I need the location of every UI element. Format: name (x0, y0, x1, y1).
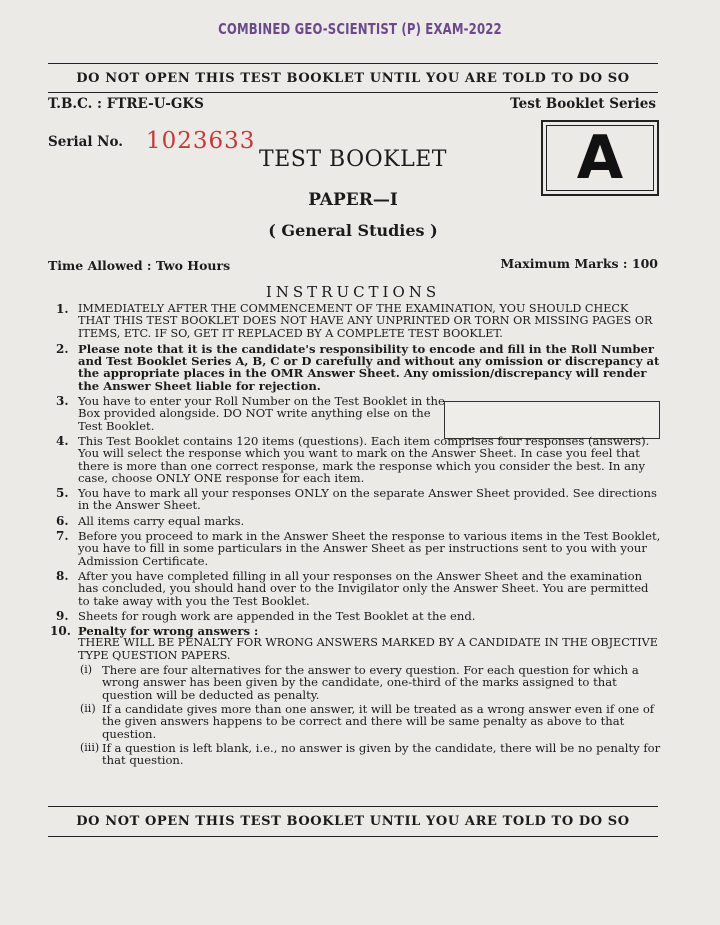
top-rule-lower (48, 92, 658, 93)
instruction-item (48, 530, 662, 567)
instruction-item (48, 570, 662, 607)
bottom-rule (48, 806, 658, 807)
item-text: Sheets for rough work are appended in the Test Booklet at the end. (78, 608, 476, 623)
instructions-heading: INSTRUCTIONS (265, 283, 441, 301)
item-number: 9. (56, 608, 69, 623)
series-label: Test Booklet Series (510, 96, 656, 112)
series-letter: A (576, 123, 624, 193)
top-warning: DO NOT OPEN THIS TEST BOOKLET UNTIL YOU ARE TOLD TO DO SO (76, 71, 630, 86)
top-rule (48, 63, 658, 64)
item-text: You have to mark all your responses ONLY on the separate Answer Sheet provided. See directions in the Answer Sheet. (78, 486, 657, 513)
item-number: 1. (56, 302, 69, 316)
instruction-item (48, 303, 662, 340)
time-allowed: Time Allowed : Two Hours (48, 258, 231, 273)
penalty-caps: THERE WILL BE PENALTY FOR WRONG ANSWERS MARKED BY A CANDIDATE IN THE OBJECTIVE TYPE QUESTION PAPERS. (78, 636, 658, 662)
item-number: 10. (50, 624, 71, 639)
maximum-marks: Maximum Marks : 100 (500, 256, 658, 271)
penalty-title: Penalty for wrong answers : (78, 624, 259, 639)
instruction-item (48, 610, 662, 622)
subitem-number: (ii) (80, 701, 96, 715)
subject-title: ( General Studies ) (268, 221, 438, 240)
item-text: IMMEDIATELY AFTER THE COMMENCEMENT OF THE EXAMINATION, YOU SHOULD CHECK THAT THIS TEST BOOKLET DOES NOT HAVE ANY UNPRINTED OR TORN OR MISSING PAGES OR ITEMS, ETC. IF SO, GET IT REPLACED BY A COMPLETE TEST BOOKLET. (78, 302, 653, 340)
exam-stamp: COMBINED GEO-SCIENTIST (P) EXAM-2022 (218, 20, 502, 38)
instruction-item (48, 343, 662, 392)
instruction-item (48, 487, 662, 512)
instruction-item (48, 395, 448, 432)
item-number: 3. (56, 394, 69, 409)
serial-number: 1023633 (146, 128, 256, 154)
item-text: All items carry equal marks. (78, 513, 245, 528)
item-text: You have to enter your Roll Number on the Test Booklet in the Box provided alongside. DO NOT write anything else on the Test Booklet. (78, 394, 445, 433)
penalty-subitem (78, 664, 662, 701)
tbc-code: T.B.C. : FTRE-U-GKS (48, 96, 204, 112)
subitem-number: (iii) (80, 740, 100, 754)
bottom-rule-lower (48, 836, 658, 837)
item-text: Please note that it is the candidate's responsibility to encode and fill in the Roll Number and Test Booklet Series A, B, C or D carefully and without any omission or discrepancy at the appropriate places in the OMR Answer Sheet. Any omission/discrepancy will render the Answer Sheet liable for rejection. (78, 341, 660, 393)
instruction-item (48, 515, 662, 527)
item-text: Before you proceed to mark in the Answer Sheet the response to various items in the Test Booklet, you have to fill in some particulars in the Answer Sheet as per instructions sent to you with your Admission Certificate. (78, 529, 661, 568)
subitem-number: (i) (80, 663, 93, 677)
subitem-text: If a candidate gives more than one answer, it will be treated as a wrong answer even if one of the given answers happens to be correct and there will be same penalty as above to that question. (102, 701, 655, 741)
item-number: 7. (56, 529, 69, 544)
instruction-item (48, 435, 662, 484)
instructions-list (48, 303, 662, 769)
instruction-item (48, 625, 662, 766)
subitem-text: There are four alternatives for the answer to every question. For each question for which a wrong answer has been given by the candidate, one-third of the marks assigned to that question will be deducted as penalty. (102, 663, 639, 702)
bottom-warning: DO NOT OPEN THIS TEST BOOKLET UNTIL YOU ARE TOLD TO DO SO (76, 814, 630, 829)
booklet-title: TEST BOOKLET (259, 147, 447, 172)
item-number: 2. (56, 341, 69, 356)
subitem-text: If a question is left blank, i.e., no answer is given by the candidate, there will be no penalty for that question. (102, 740, 661, 768)
item-text: This Test Booklet contains 120 items (questions). Each item comprises four responses (answers). You will select the response which you want to mark on the Answer Sheet. In case you feel that there is more than one correct response, mark the response which you consider the best. In any case, choose ONLY ONE response for each item. (78, 433, 650, 485)
penalty-subitem (78, 703, 662, 740)
paper-title: PAPER—I (308, 190, 398, 210)
item-number: 6. (56, 513, 69, 528)
item-text: After you have completed filling in all your responses on the Answer Sheet and the examination has concluded, you should hand over to the Invigilator only the Answer Sheet. You are permitted to take away with you the Test Booklet. (78, 568, 649, 608)
item-number: 4. (56, 433, 69, 448)
item-number: 5. (56, 486, 69, 501)
serial-label: Serial No. (48, 134, 123, 150)
item-number: 8. (56, 568, 69, 583)
penalty-subitem (78, 742, 662, 767)
